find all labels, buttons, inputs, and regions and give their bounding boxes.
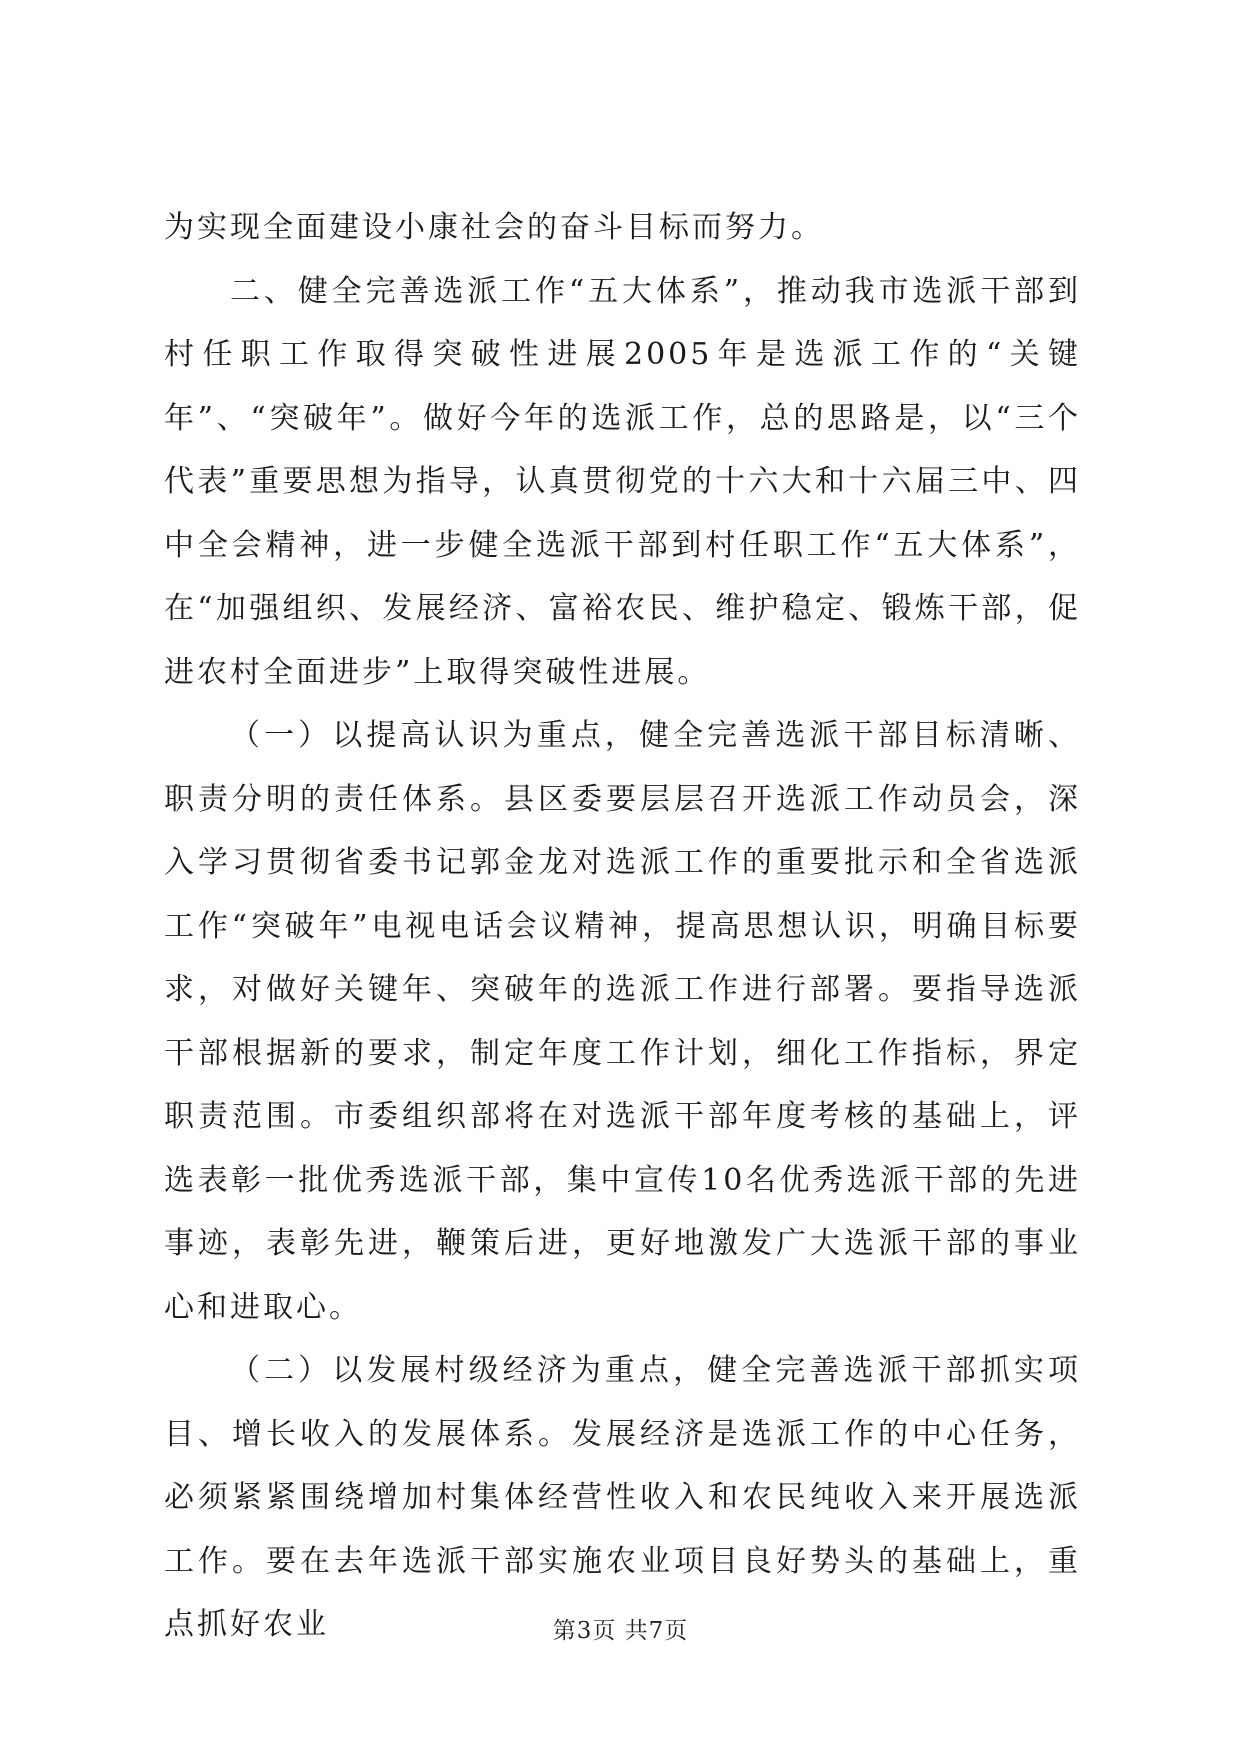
- document-body: [164, 196, 1081, 1657]
- paragraph-section-two: 二、健全完善选派工作“五大体系”，推动我市选派干部到村任职工作取得突破性进展2005年是选派工作的“关键年”、“突破年”。做好今年的选派工作，总的思路是，以“三个代表”重要思想为指导，认真贯彻党的十六大和十六届三中、四中全会精神，进一步健全选派干部到村任职工作“五大体系”，在“加强组织、发展经济、富裕农民、维护稳定、锻炼干部，促进农村全面进步”上取得突破性进展。: [164, 273, 1081, 690]
- paragraph-item-one: （一）以提高认识为重点，健全完善选派干部目标清晰、职责分明的责任体系。县区委要层层召开选派工作动员会，深入学习贯彻省委书记郭金龙对选派工作的重要批示和全省选派工作“突破年”电视电话会议精神，提高思想认识，明确目标要求，对做好关键年、突破年的选派工作进行部署。要指导选派干部根据新的要求，制定年度工作计划，细化工作指标，界定职责范围。市委组织部将在对选派干部年度考核的基础上，评选表彰一批优秀选派干部，集中宣传10名优秀选派干部的先进事迹，表彰先进，鞭策后进，更好地激发广大选派干部的事业心和进取心。: [164, 718, 1081, 1325]
- page-number-footer: 第3页 共7页: [552, 1618, 689, 1644]
- paragraph-continuation: 为实现全面建设小康社会的奋斗目标而努力。: [164, 210, 824, 245]
- paragraph-item-two: （二）以发展村级经济为重点，健全完善选派干部抓实项目、增长收入的发展体系。发展经济是选派工作的中心任务，必须紧紧围绕增加村集体经营性收入和农民纯收入来开展选派工作。要在去年选派干部实施农业项目良好势头的基础上，重点抓好农业: [164, 1353, 1081, 1642]
